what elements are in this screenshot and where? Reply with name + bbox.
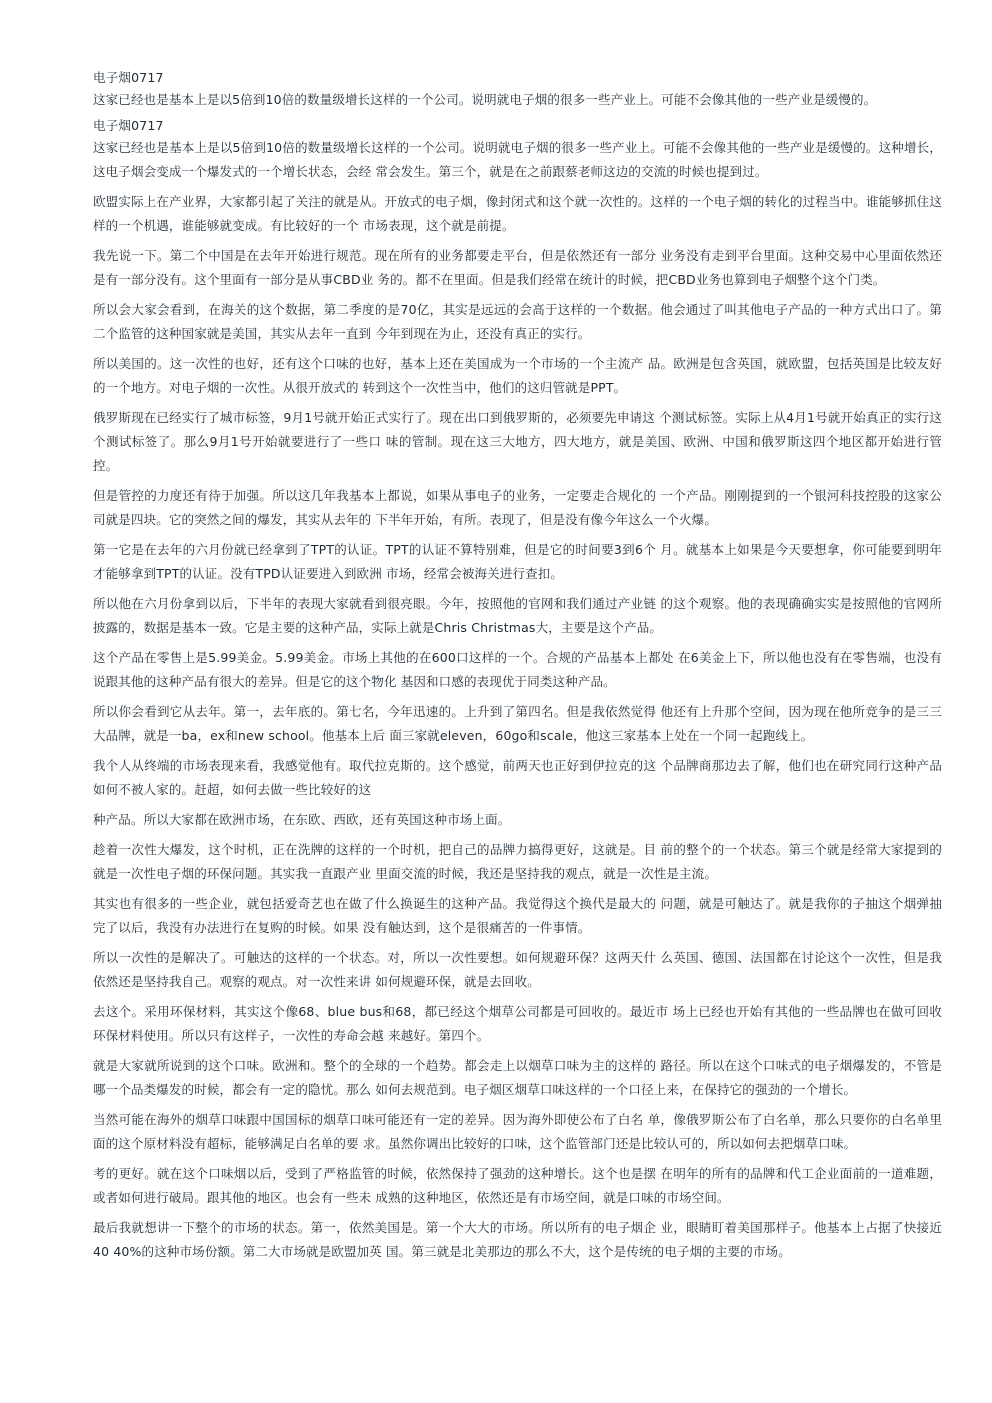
body-paragraph: 就是大家就所说到的这个口味。欧洲和。整个的全球的一个趋势。都会走上以烟草口味为主的这样的 路径。所以在这个口味式的电子烟爆发的，不管是哪一个品类爆发的时候，都会有一定的隐忧。那么 如何去规范到。电子烟区烟草口味这样的一个口径上来，在保持它的强劲的一个增长。 <box>93 1058 942 1097</box>
body-paragraph: 第一它是在去年的六月份就已经拿到了TPT的认证。TPT的认证不算特别难，但是它的时间要3到6个 月。就基本上如果是今天要想拿，你可能要到明年才能够拿到TPT的认证。没有TPD认证要进入到欧洲 市场，经常会被海关进行查扣。 <box>93 542 942 581</box>
document-heading-1: 电子烟0717 <box>93 70 164 85</box>
body-paragraph: 考的更好。就在这个口味烟以后，受到了严格监管的时候，依然保持了强劲的这种增长。这个也是摆 在明年的所有的品牌和代工企业面前的一道难题，或者如何进行破局。跟其他的地区。也会有一些未 成熟的这种地区，依然还是有市场空间，就是口味的市场空间。 <box>93 1166 942 1205</box>
body-paragraph: 所以你会看到它从去年。第一，去年底的。第七名，今年迅速的。上升到了第四名。但是我依然觉得 他还有上升那个空间，因为现在他所竞争的是三三大品牌，就是一ba，ex和new school。他基本上后 面三家就eleven，60go和scale，他这三家基本上处在一个同一起跑线上。 <box>93 704 942 743</box>
body-paragraph: 所以一次性的是解决了。可触达的这样的一个状态。对，所以一次性要想。如何规避环保？这两天什 么英国、德国、法国都在讨论这个一次性，但是我依然还是坚持我自己。观察的观点。对一次性来讲 如何规避环保，就是去回收。 <box>93 950 942 989</box>
body-paragraph: 去这个。采用环保材料，其实这个像68、blue bus和68，都已经这个烟草公司都是可回收的。最近市 场上已经也开始有其他的一些品牌也在做可回收环保材料使用。所以只有这样子，一次性的寿命会越 来越好。第四个。 <box>93 1004 942 1043</box>
body-paragraph: 欧盟实际上在产业界，大家都引起了关注的就是从。开放式的电子烟，像封闭式和这个就一次性的。这样的一个电子烟的转化的过程当中。谁能够抓住这样的一个机遇，谁能够就变成。有比较好的一个 市场表现，这个就是前提。 <box>93 194 942 233</box>
body-paragraph: 我先说一下。第二个中国是在去年开始进行规范。现在所有的业务都要走平台，但是依然还有一部分 业务没有走到平台里面。这种交易中心里面依然还是有一部分没有。这个里面有一部分是从事CBD业 务的。都不在里面。但是我们经常在统计的时候，把CBD业务也算到电子烟整个这个门类。 <box>93 248 942 287</box>
body-paragraph: 所以他在六月份拿到以后，下半年的表现大家就看到很亮眼。今年，按照他的官网和我们通过产业链 的这个观察。他的表现确确实实是按照他的官网所披露的，数据是基本一致。它是主要的这种产品，实际上就是Chris Christmas大，主要是这个产品。 <box>93 596 942 635</box>
body-paragraph: 种产品。所以大家都在欧洲市场，在东欧、西欧，还有英国这种市场上面。 <box>93 812 511 827</box>
body-paragraph: 所以会大家会看到，在海关的这个数据，第二季度的是70亿，其实是远远的会高于这样的一个数据。他会通过了叫其他电子产品的一种方式出口了。第二个监管的这种国家就是美国，其实从去年一直到 今年到现在为止，还没有真正的实行。 <box>93 302 942 341</box>
body-paragraph: 俄罗斯现在已经实行了城市标签，9月1号就开始正式实行了。现在出口到俄罗斯的，必须要先申请这 个测试标签。实际上从4月1号就开始真正的实行这个测试标签了。那么9月1号开始就要进行了一些口 味的管制。现在这三大地方，四大地方，就是美国、欧洲、中国和俄罗斯这四个地区都开始进行管 控。 <box>93 410 942 473</box>
body-paragraph: 我个人从终端的市场表现来看，我感觉他有。取代拉克斯的。这个感觉，前两天也正好到伊拉克的这 个品牌商那边去了解，他们也在研究同行这种产品如何不被人家的。赶超，如何去做一些比较好的这 <box>93 758 942 797</box>
body-paragraph: 其实也有很多的一些企业，就包括爱奇艺也在做了什么换诞生的这种产品。我觉得这个换代是最大的 问题，就是可触达了。就是我你的子抽这个烟弹抽完了以后，我没有办法进行在复购的时候。如果 没有触达到，这个是很痛苦的一件事情。 <box>93 896 942 935</box>
body-paragraph: 趁着一次性大爆发，这个时机，正在洗牌的这样的一个时机，把自己的品牌力搞得更好，这就是。目 前的整个的一个状态。第三个就是经常大家提到的就是一次性电子烟的环保问题。其实我一直跟产业 里面交流的时候，我还是坚持我的观点，就是一次性是主流。 <box>93 842 942 881</box>
body-paragraph: 当然可能在海外的烟草口味跟中国国标的烟草口味可能还有一定的差异。因为海外即使公布了白名 单，像俄罗斯公布了白名单，那么只要你的白名单里面的这个原材料没有超标，能够满足白名单的要 求。虽然你调出比较好的口味，这个监管部门还是比较认可的，所以如何去把烟草口味。 <box>93 1112 942 1151</box>
body-paragraph: 这家已经也是基本上是以5倍到10倍的数量级增长这样的一个公司。说明就电子烟的很多一些产业上。可能不会像其他的一些产业是缓慢的。这种增长，这电子烟会变成一个爆发式的一个增长状态，会经 常会发生。第三个，就是在之前跟蔡老师这边的交流的时候也提到过。 <box>93 140 942 179</box>
body-paragraph: 所以美国的。这一次性的也好，还有这个口味的也好，基本上还在美国成为一个市场的一个主流产 品。欧洲是包含英国，就欧盟，包括英国是比较友好的一个地方。对电子烟的一次性。从很开放式的 转到这个一次性当中，他们的这归管就是PPT。 <box>93 356 942 395</box>
intro-paragraph: 这家已经也是基本上是以5倍到10倍的数量级增长这样的一个公司。说明就电子烟的很多一些产业上。可能不会像其他的一些产业是缓慢的。 <box>93 92 877 107</box>
body-paragraph: 这个产品在零售上是5.99美金。5.99美金。市场上其他的在600口这样的一个。合规的产品基本上都处 在6美金上下，所以他也没有在零售端，也没有说跟其他的这种产品有很大的差异。但是它的这个物化 基因和口感的表现优于同类这种产品。 <box>93 650 942 689</box>
body-paragraph: 最后我就想讲一下整个的市场的状态。第一，依然美国是。第一个大大的市场。所以所有的电子烟企 业，眼睛盯着美国那样子。他基本上占据了快接近40 40%的这种市场份额。第二大市场就是欧盟加英 国。第三就是北美那边的那么不大，这个是传统的电子烟的主要的市场。 <box>93 1220 942 1259</box>
body-paragraph: 但是管控的力度还有待于加强。所以这几年我基本上都说，如果从事电子的业务，一定要走合规化的 一个产品。刚刚提到的一个银河科技控股的这家公司就是四块。它的突然之间的爆发，其实从去年的 下半年开始，有所。表现了，但是没有像今年这么一个火爆。 <box>93 488 942 527</box>
document-heading-2: 电子烟0717 <box>93 118 164 133</box>
heading-block-1 <box>93 68 942 112</box>
